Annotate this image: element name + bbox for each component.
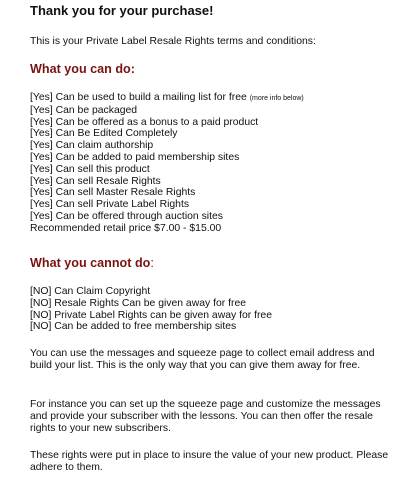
paragraph: These rights were put in place to insure the value of your new product. Please adhere to them. xyxy=(30,450,389,473)
cannot-do-heading: What you cannot do: xyxy=(30,256,154,270)
list-item: [Yes] Can be offered as a bonus to a paid product xyxy=(30,116,259,128)
list-item: [Yes] Can be offered through auction sites xyxy=(30,210,223,222)
list-item: Recommended retail price $7.00 - $15.00 xyxy=(30,222,222,234)
can-do-list xyxy=(30,92,304,235)
list-item: [NO] Private Label Rights can be given away for free xyxy=(30,309,272,321)
more-info-note: (more info below) xyxy=(249,95,304,102)
cannot-do-list xyxy=(30,286,272,333)
list-item: [Yes] Can be used to build a mailing list for free (more info below) xyxy=(30,92,304,103)
intro-text: This is your Private Label Resale Rights terms and conditions: xyxy=(30,36,316,47)
list-item: [Yes] Can sell Master Resale Rights xyxy=(30,187,196,199)
list-item: [NO] Resale Rights Can be given away for free xyxy=(30,297,246,309)
list-item: [Yes] Can sell Resale Rights xyxy=(30,175,161,187)
list-item: [Yes] Can sell this product xyxy=(30,163,150,175)
list-item: [Yes] Can Be Edited Completely xyxy=(30,128,178,140)
page-title: Thank you for your purchase! xyxy=(30,3,214,18)
list-item: [Yes] Can be added to paid membership sites xyxy=(30,151,240,163)
list-item: [Yes] Can claim authorship xyxy=(30,140,154,152)
list-item: [Yes] Can sell Private Label Rights xyxy=(30,199,190,211)
paragraph: For instance you can set up the squeeze page and customize the messages and provide your subscriber with the lessons. You can then offer the resale rights to your new subscribers. xyxy=(30,399,381,434)
can-do-heading: What you can do: xyxy=(30,62,135,76)
list-item: [Yes] Can be packaged xyxy=(30,104,138,116)
list-item: [NO] Can Claim Copyright xyxy=(30,286,151,297)
list-item: [NO] Can be added to free membership sites xyxy=(30,321,237,333)
paragraph: You can use the messages and squeeze page to collect email address and build your list. This is the only way that you can give them away for free. xyxy=(30,348,375,371)
